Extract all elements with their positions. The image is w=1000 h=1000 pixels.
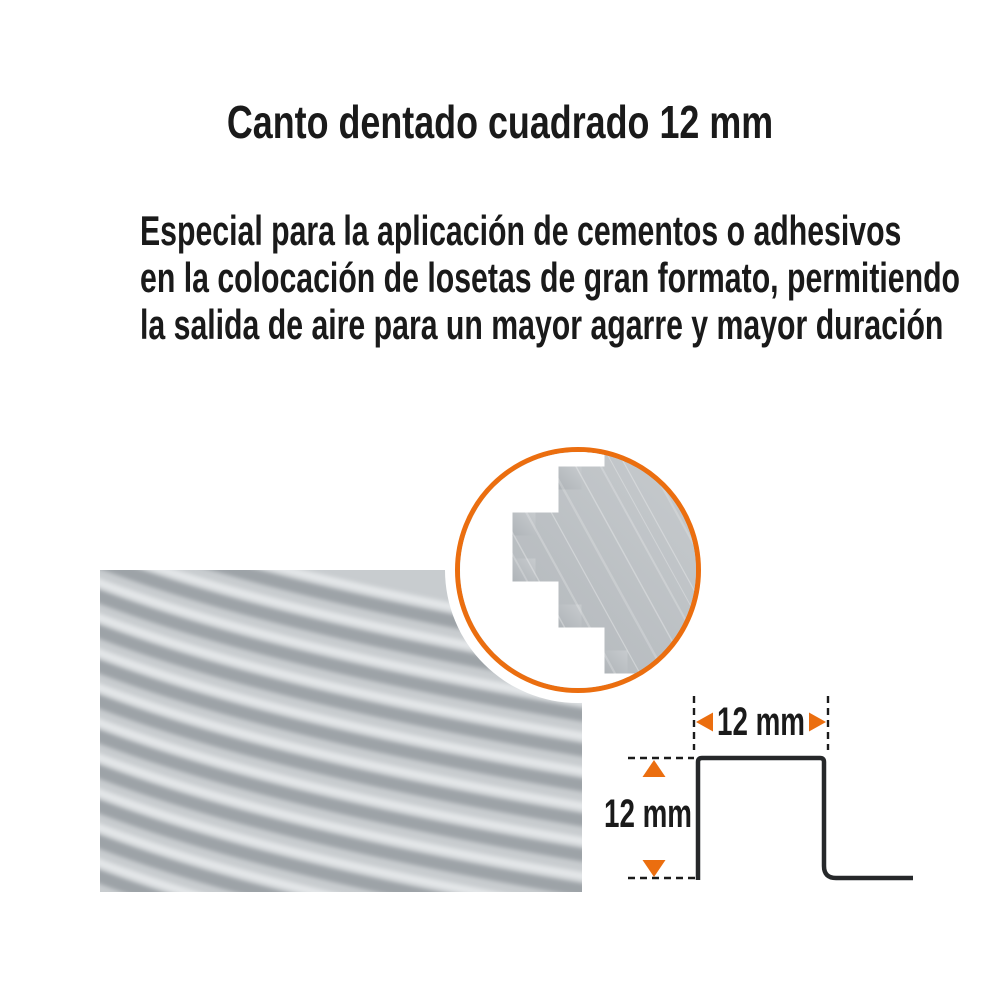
arrow-right-icon <box>809 713 826 732</box>
dimension-diagram <box>590 680 940 910</box>
description-line-1: Especial para la aplicación de cementos o adhesivos <box>140 207 902 254</box>
notched-edge-graphic <box>460 452 696 688</box>
description-line-3: la salida de aire para un mayor agarre y mayor duración <box>140 301 944 348</box>
arrow-down-icon <box>643 860 666 877</box>
description-line-2: en la colocación de losetas de gran formato, permitiendo <box>140 254 961 301</box>
edge-detail-inset <box>455 447 701 693</box>
page-title: Canto dentado cuadrado 12 mm <box>226 96 774 148</box>
arrow-left-icon <box>696 713 713 732</box>
arrow-up-icon <box>643 760 666 777</box>
height-dimension-label: 12 mm <box>604 792 692 836</box>
description-paragraph <box>140 207 961 348</box>
tooth-profile-line <box>698 758 913 880</box>
width-dimension-label: 12 mm <box>717 700 805 744</box>
